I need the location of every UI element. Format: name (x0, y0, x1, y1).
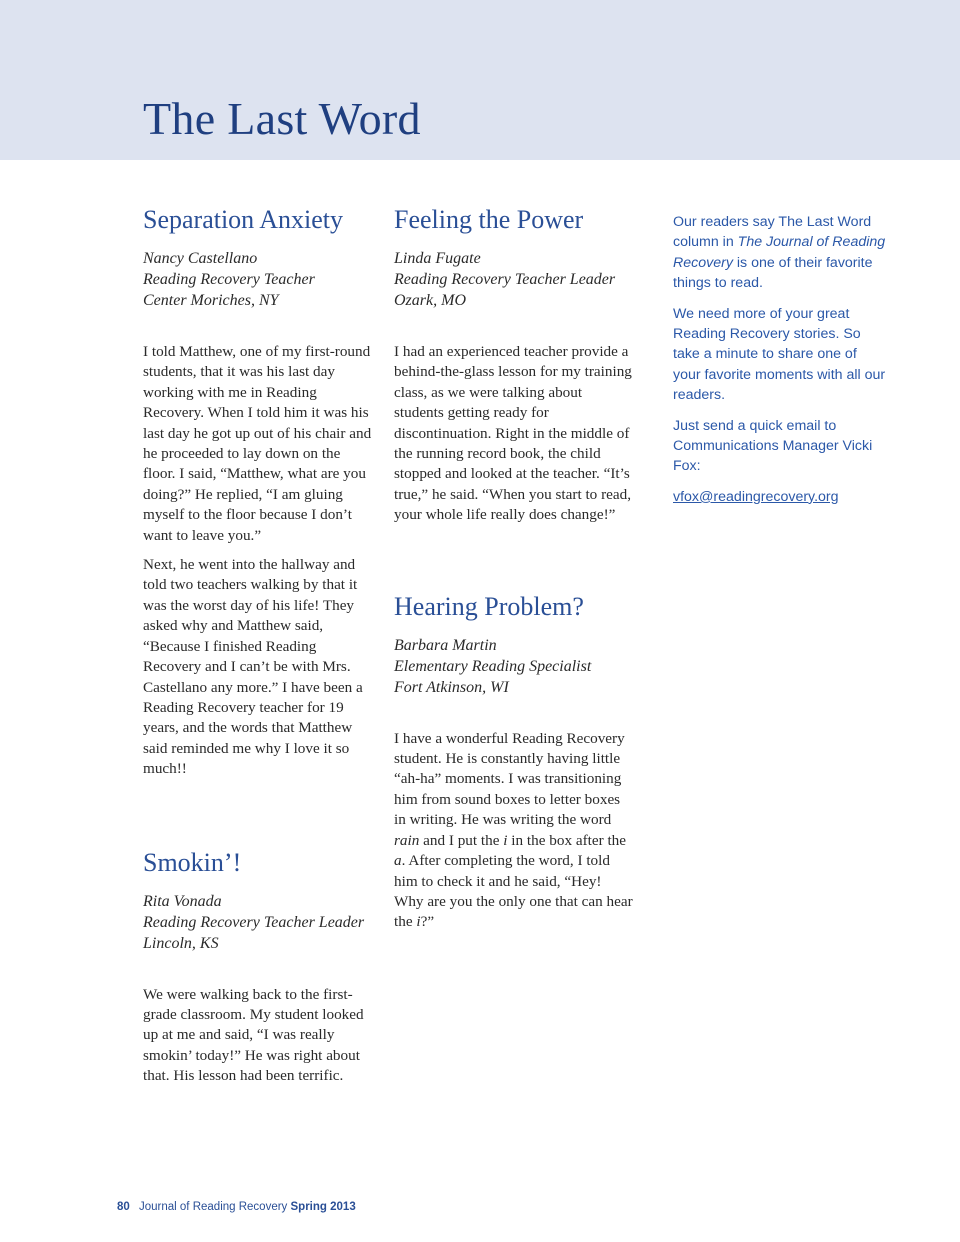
author-location: Center Moriches, NY (143, 292, 279, 309)
article-title: Smokin’! (143, 847, 242, 877)
article-feeling-the-power (394, 204, 634, 526)
email-link[interactable]: vfox@readingrecovery.org (673, 488, 839, 505)
byline (143, 891, 375, 954)
journal-name: The Journal of Reading Recovery (673, 234, 886, 271)
author-name: Barbara Martin (394, 636, 497, 654)
article-separation-anxiety (143, 204, 375, 780)
paragraph: Next, he went into the hallway and told two teachers walking by that it was the worst day of his life! They asked why and Matthew said, “Because I finished Reading Recovery and I can’t be with Mrs. Castellano any more.” I have been a Reading Recovery teacher for 19 years, and the words that Matthew said reminded me why I love it so much!! (143, 556, 363, 778)
article-hearing-problem (394, 591, 634, 933)
article-body (143, 985, 375, 1087)
emphasized-word: i (416, 913, 421, 931)
footer-season: Spring 2013 (290, 1201, 356, 1213)
article-body (394, 342, 634, 526)
byline (143, 248, 375, 311)
author-name: Rita Vonada (143, 892, 222, 910)
paragraph: I told Matthew, one of my first-round students, that it was his last day working with me in Reading Recovery. When I told him it was his last day he got up out of his chair and he proceeded to lay down on the floor. I said, “Matthew, what are you doing?” He replied, “I am gluing myself to the floor because I don’t want to leave you.” (143, 343, 372, 544)
sidebar-request: We need more of your great Reading Recovery stories. So take a minute to share one of your favorite moments with all our readers. (673, 305, 886, 404)
emphasized-word: rain (394, 831, 420, 849)
footer-journal: Journal of Reading Recovery (139, 1201, 288, 1213)
column-left (143, 204, 375, 1096)
author-name: Nancy Castellano (143, 250, 258, 267)
paragraph: I have a wonderful Reading Recovery student. He is constantly having little “ah-ha” moments. I was transitioning him from sound boxes to letter boxes in writing. He was writing the word rain and I put the i in the box after the a. After completing the word, I told him to check it and he said, “Hey! Why are you the only one that can hear the i?” (394, 729, 633, 931)
author-role: Reading Recovery Teacher Leader (143, 913, 365, 931)
author-location: Ozark, MO (394, 292, 466, 309)
byline (394, 248, 634, 311)
byline (394, 635, 634, 698)
author-location: Fort Atkinson, WI (394, 678, 509, 696)
column-middle (394, 204, 634, 942)
author-name: Linda Fugate (394, 250, 481, 267)
emphasized-word: i (503, 831, 508, 849)
article-title: Hearing Problem? (394, 591, 584, 621)
page-number: 80 (117, 1201, 130, 1213)
sidebar-intro: Our readers say The Last Word column in The Journal of Reading Recovery is one of their favorite things to read. (673, 214, 886, 292)
paragraph: We were walking back to the first-grade classroom. My student looked up at me and said, “I was really smokin’ today!” He was right about that. His lesson had been terrific. (143, 985, 364, 1085)
article-title: Separation Anxiety (143, 205, 344, 234)
sidebar-call-for-stories (673, 212, 888, 517)
author-role: Elementary Reading Specialist (394, 657, 592, 675)
article-body (143, 342, 375, 780)
paragraph: I had an experienced teacher provide a behind-the-glass lesson for my training class, as we were talking about students getting ready for discontinuation. Right in the middle of the running record book, the child stopped and looked at the teacher. “It’s true,” he said. “When you start to read, your whole life really does change!” (394, 343, 632, 524)
author-role: Reading Recovery Teacher Leader (394, 271, 616, 288)
emphasized-word: a (394, 852, 402, 870)
page-footer (117, 1201, 356, 1213)
sidebar-instructions: Just send a quick email to Communications Manager Vicki Fox: (673, 417, 873, 475)
page-title: The Last Word (143, 93, 421, 144)
author-location: Lincoln, KS (143, 934, 219, 952)
article-title: Feeling the Power (394, 205, 584, 234)
article-body (394, 729, 634, 933)
author-role: Reading Recovery Teacher (143, 271, 315, 288)
article-smokin (143, 847, 375, 1087)
